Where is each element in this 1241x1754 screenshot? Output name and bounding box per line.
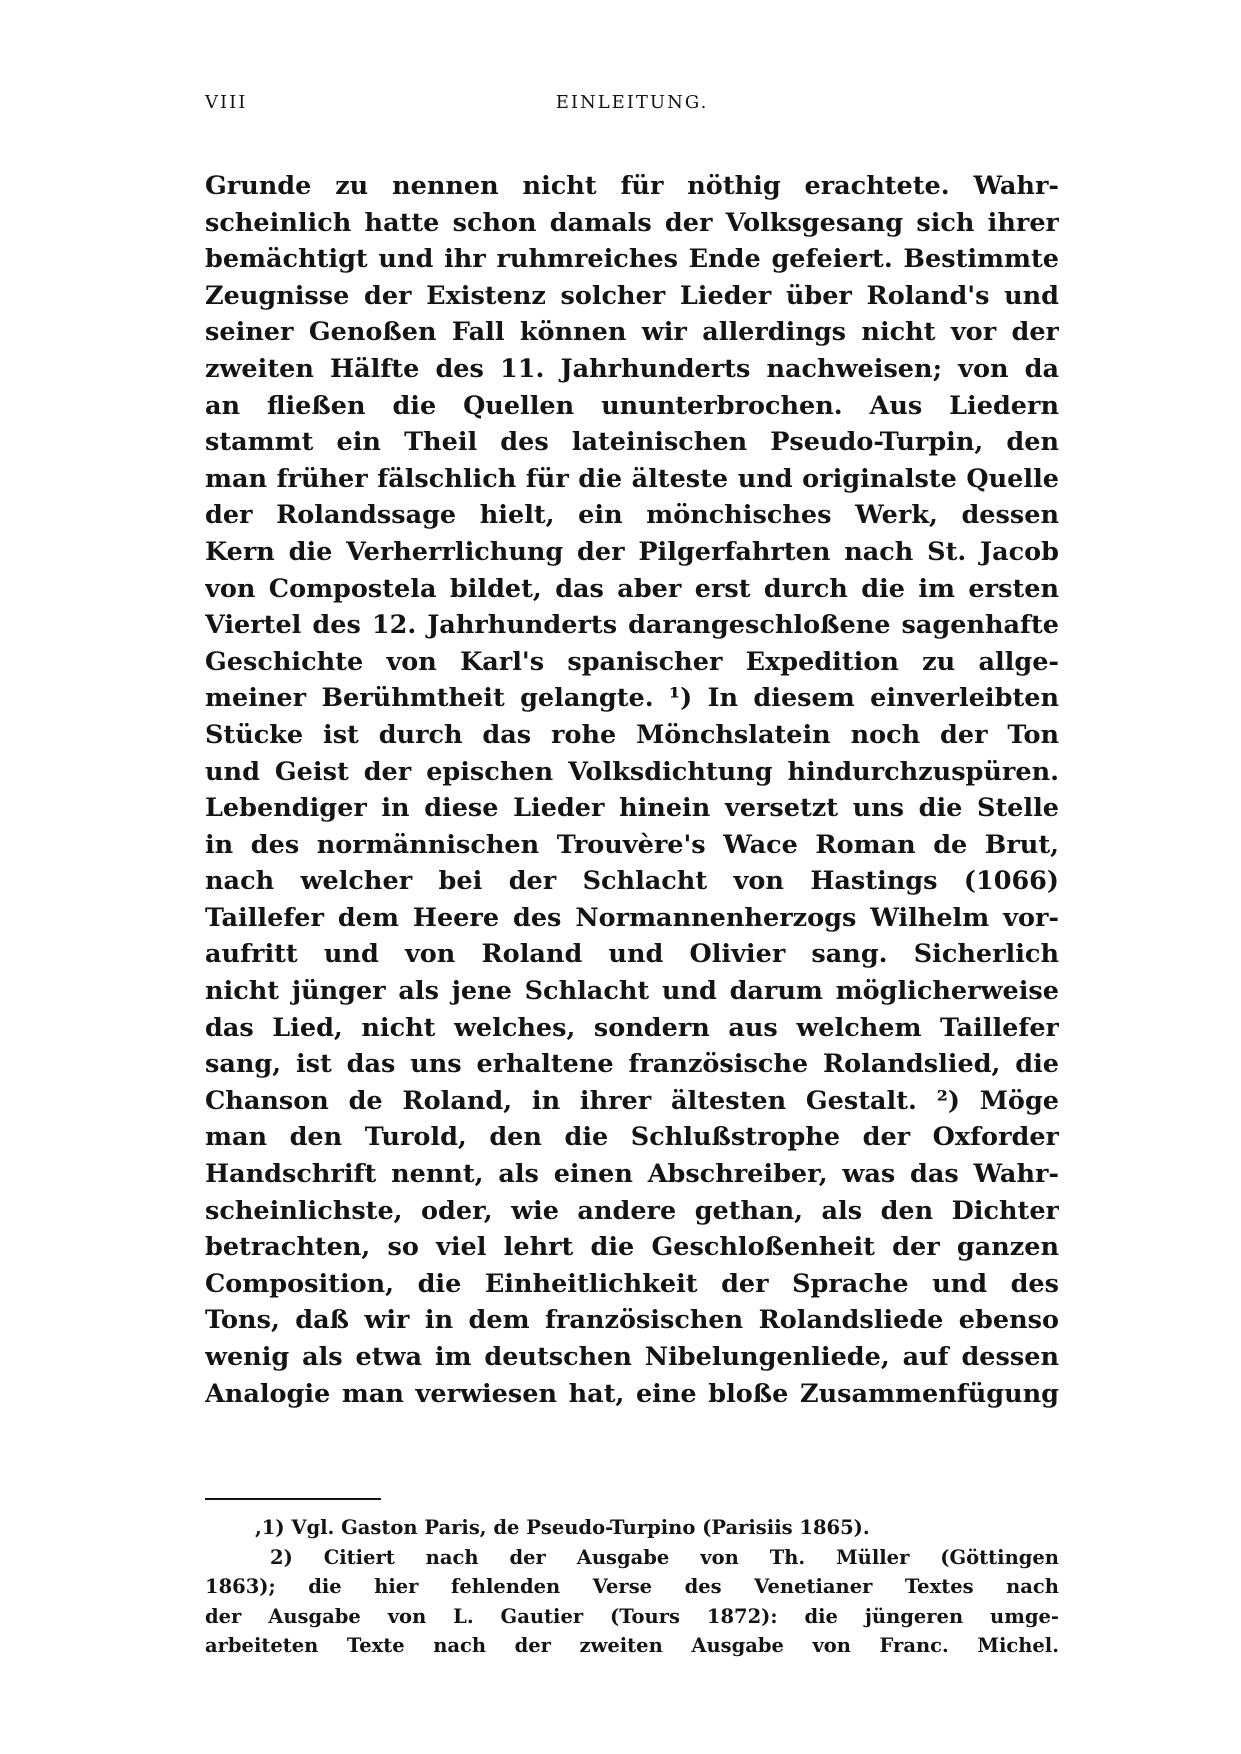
text-line: Chanson de Roland, in ihrer ältesten Gestalt. ²) Möge [205, 1085, 1059, 1116]
text-line: Composition, die Einheitlichkeit der Sprache und des [205, 1268, 1059, 1299]
footnote-line: arbeiteten Texte nach der zweiten Ausgabe von Franc. Michel. [205, 1634, 1059, 1657]
text-line: man den Turold, den die Schlußstrophe der Oxforder [205, 1122, 1059, 1153]
footnote-divider [205, 1498, 381, 1500]
text-line: Zeugnisse der Existenz solcher Lieder über Roland's und [205, 280, 1059, 311]
running-title: EINLEITUNG. [555, 92, 709, 113]
text-line: in des normännischen Trouvère's Wace Roman de Brut, [205, 829, 1059, 860]
text-line: Stücke ist durch das rohe Mönchslatein noch der Ton [205, 719, 1059, 750]
text-line: betrachten, so viel lehrt die Geschloßenheit der ganzen [205, 1232, 1059, 1263]
text-line: stammt ein Theil des lateinischen Pseudo-Turpin, den [205, 427, 1059, 458]
text-line: Tons, daß wir in dem französischen Rolandsliede ebenso [205, 1305, 1059, 1336]
text-line: scheinlich hatte schon damals der Volksgesang sich ihrer [205, 207, 1059, 238]
text-line: Viertel des 12. Jahrhunderts darangeschloßene sagenhafte [205, 610, 1059, 641]
text-line: seiner Genoßen Fall können wir allerdings nicht vor der [205, 317, 1059, 348]
page-header [205, 92, 1059, 122]
text-line: nach welcher bei der Schlacht von Hastings (1066) [205, 866, 1059, 897]
footnote-line: ,1) Vgl. Gaston Paris, de Pseudo-Turpino (Parisiis 1865). [255, 1516, 870, 1539]
text-line: bemächtigt und ihr ruhmreiches Ende gefeiert. Bestimmte [205, 244, 1059, 275]
text-line: Kern die Verherrlichung der Pilgerfahrten nach St. Jacob [205, 536, 1059, 567]
footnote-line: der Ausgabe von L. Gautier (Tours 1872): die jüngeren umge- [205, 1604, 1059, 1628]
text-line: das Lied, nicht welches, sondern aus welchem Taillefer [205, 1012, 1059, 1043]
text-line: Handschrift nennt, als einen Abschreiber, was das Wahr- [205, 1159, 1059, 1190]
text-line: Geschichte von Karl's spanischer Expedition zu allge- [205, 646, 1059, 677]
text-line: und Geist der epischen Volksdichtung hindurchzuspüren. [205, 756, 1059, 787]
footnote-line: 2) Citiert nach der Ausgabe von Th. Müller (Göttingen [270, 1545, 1059, 1569]
text-line: der Rolandssage hielt, ein mönchisches Werk, dessen [205, 500, 1059, 531]
footnotes [205, 1513, 1059, 1661]
text-line: Lebendiger in diese Lieder hinein versetzt uns die Stelle [205, 793, 1059, 824]
text-line: nicht jünger als jene Schlacht und darum möglicherweise [205, 976, 1059, 1007]
footnote-line: 1863); die hier fehlenden Verse des Venetianer Textes nach [205, 1575, 1059, 1598]
body-text [205, 168, 1059, 1412]
text-line: wenig als etwa im deutschen Nibelungenliede, auf dessen [205, 1342, 1059, 1372]
text-line: an fließen die Quellen ununterbrochen. Aus Liedern [205, 390, 1059, 421]
text-line: Taillefer dem Heere des Normannenherzogs Wilhelm vor- [205, 902, 1059, 933]
text-line: sang, ist das uns erhaltene französische Rolandslied, die [205, 1049, 1059, 1080]
text-line: scheinlichste, oder, wie andere gethan, als den Dichter [205, 1195, 1059, 1226]
text-line: aufritt und von Roland und Olivier sang. Sicherlich [205, 939, 1059, 970]
text-line: Analogie man verwiesen hat, eine bloße Zusammenfügung [205, 1378, 1059, 1409]
text-line: Grunde zu nennen nicht für nöthig erachtete. Wahr- [205, 171, 1059, 201]
text-line: zweiten Hälfte des 11. Jahrhunderts nachweisen; von da [205, 353, 1059, 384]
page-number: VIII [205, 92, 248, 113]
text-line: von Compostela bildet, das aber erst durch die im ersten [205, 573, 1059, 604]
text-line: meiner Berühmtheit gelangte. ¹) In diesem einverleibten [205, 683, 1059, 714]
text-line: man früher fälschlich für die älteste und originalste Quelle [205, 463, 1059, 494]
